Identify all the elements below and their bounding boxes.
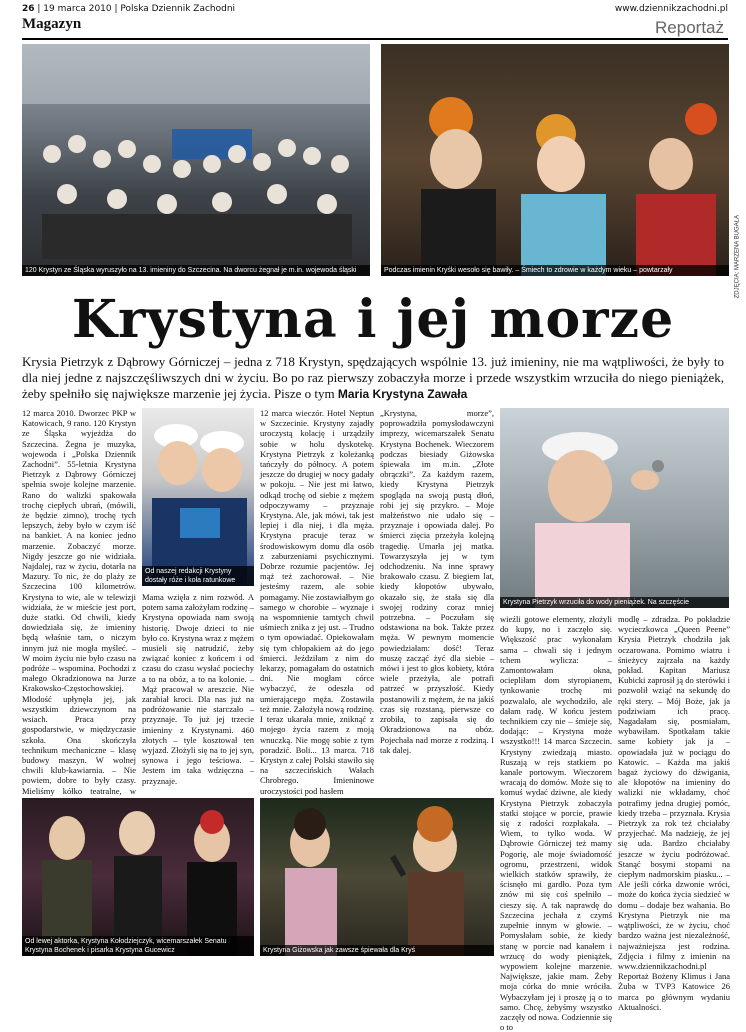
photo-top-left <box>22 44 370 276</box>
section-title: Magazyn <box>22 16 82 32</box>
caption-bottom-left: Od lewej aktorka, Krystyna Kołodziejczyk, wicemarszałek Senatu Krystyna Bochenek i pisarka Krystyna Gucewicz <box>22 936 254 956</box>
singer-illustration <box>260 798 494 956</box>
caption-top-right: Podczas imienin Kryśki wesoło się bawiły. – Śmiech to zdrowie w każdym wieku – powtarzały <box>381 265 729 276</box>
site-url[interactable]: www.dziennikzachodni.pl <box>614 4 728 14</box>
caption-mid-small: Od naszej redakcji Krystyny dostały róże i koła ratunkowe <box>142 566 254 586</box>
article-column-3: 12 marca wieczór. Hotel Neptun w Szczecinie. Krystyny zajadły uroczystą kolację i urządziły sobie w holu dyskotekę. Krystyna Pietrzyk z koleżanką tańczyły do północy. A potem jeszcze do drugiej w nocy gadały w pokoju. – Nie jest mi łatwo, odkąd trochę od siebie z mężem odpoczywamy – przyznaje Krystyna. Ale, jak mówi, tak jest lepiej i dla niej, i dla męża. Krystyna pracuje teraz w środowiskowym domu dla osób z zaburzeniami psychicznymi. Dobrze rozumie pacjentów. Jej mąż też zachorował. – Nie jesteśmy razem, ale sobie pomagamy. Nie zostawiałbym go samego w chorobie – wyznaje i na wspomnienie tamtych chwil uśmiech znika z jej ust. – Trudno o tym opowiadać. Opiekowałam się tym chłopakiem aż do jego śmierci. Jeździłam z nim do lekarzy, pomagałam do ostatnich dni. Nie mogłam córce wybaczyć, że odeszła od umierającego męża. Zostawiła też mnie. Założyła nową rodzinę. I teraz ukarała mnie, zniknąć z mojego życia razem z moją wnuczką. Nie mogę sobie z tym poradzić. Boli... 13 marca. 718 Krystyn z całej Polski stawiło się na szczecińskich Wałach Chrobrego. Imieninowe uroczystości pod hasłem <box>260 408 374 796</box>
article-column-2: Mama wzięła z nim rozwód. A potem sama założyłam rodzinę – Krystyna opowiada nam swoją historię. Dwoje dzieci to nie było co. Krystyna wraz z mężem musieli się natrudzić, żeby związać koniec z końcem i od czasu do czasu wysłać pociechy a to na obóz, a to na kolonie. – Mąż pracował w areszcie. Nie zarabiał kroci. Dla nas już na podróżowanie nie starczało – przyznaje. To już jej trzecie imieniny z Krystynami. 460 złotych – tyle kosztował ten wyjazd. Złożyli się na to jej syn, synowa i jego teściowa. – Jestem im taka wdzięczna – przyznaje. <box>142 592 254 786</box>
photo-mid-small <box>142 408 254 586</box>
lead-paragraph <box>22 354 724 402</box>
photo-bottom-left <box>22 798 254 956</box>
headline: Krystyna i jej morze <box>71 289 675 350</box>
author-name: Maria Krystyna Zawała <box>337 387 468 401</box>
article-column-6: modlę – zdradza. Po pokładzie wycieczkowca „Queen Peene” Krysia Pietrzyk chodziła jak oczarowana. Pomimo wiatru i śnieżycy zajrzała na każdy pokład. Kapitan Mariusz Kubicki zaprosił ją do sterówki i pozwolił wziąć na sekundę do ręki stery. – Mój Boże, jak ja podziwiam ich pracę. Nagadałam się, posmiałam, wybawiłam. Spotkałam takie same kobiety jak ja – opowiadała już w pociągu do Katowic. – Każda ma jakiś bagaż życiowy do dźwigania, ale kłopotów na imieniny do walizki nie wkładamy, choć potrafimy jedna drugiej pomóc, kiedy trzeba – przyznała. Krysia Pietrzyk za rok też chciałaby przyjechać. Ma nadzieję, że jej się uda. Bardzo chciałaby jeszcze w życiu podróżować. Stanąć bosymi stopami na ciepłym nadmorskim piasku... – Ale jeśli córka dzwonie wróci, może do końca życia siedzieć w domu – dodaje bez wahania. Bo Krystyna Pietrzyk nie ma wątpliwości, że w życiu, choć bardzo ważna jest niezależność, najważniejsza jest rodzina. Zdjęcia i filmy z imienin na www.dziennikzachodni.pl Reportaż Bożeny Klimus i Jana Żuba w TVP3 Katowice 26 marca po głównym wydaniu Aktualności. <box>618 614 730 1012</box>
page-header-line <box>22 4 728 17</box>
article-column-1: 12 marca 2010. Dworzec PKP w Katowicach, 9 rano. 120 Krystyn ze Śląska wyjeżdża do Szczecina. Żegna je muzyka, wojewoda i „Polska Dziennik Zachodni”. 55-letnia Krystyna Pietrzyk z Dąbrowy Górniczej spełnia swoje kolejne marzenie. Rano do walizki spakowała trochę ciepłych ubrań, (mówili, że będzie zimno), trochę tych lepszych, żeby było w czym iść na bankiet. A na koniec jedno marzenie. Zobaczyć morze. Nigdy jeszcze go nie widziała. Najdalej, raz w życiu, dotarła na Mazury. To nic, że do plaży ze Szczecina 100 kilometrów. Krystyna to wie, ale w telewizji widziała, że w mieście jest port, duże statki. Od chwili, kiedy dowiedziała się, że imieniny będą właśnie tam, o niczym innym już nie mogła myśleć. – W moim życiu nie było czasu na podróże – wspomina. Pochodzi z małego Okradzionowa na Jurze Krakowsko-Częstochowskiej. Młodość upłynęła jej, jak wszystkim dziewczynom na wsiach. Praca przy gospodarstwie, w międzyczasie szkoła. Ona skończyła technikum mechaniczne – klasę budowy maszyn. W wolnej chwili klub-kawiarnia. – Nie powiem, dobre to były czasy. Mieliśmy kółko teatralne, w <box>22 408 136 796</box>
article-column-4: „Krystyna, morze”, poprowadziła pomysłodawczyni imprezy, wicemarszałek Senatu Krystyna Bochenek. Wieczorem podczas biesiady Giżowska śpiewała im m.in. „Złote obrączki”. Za każdym razem, kiedy Krystyna Pietrzyk spogląda na swoją pustą dłoń, robi jej się przykro. – Moje małżeństwo nie udało się – przyznaje i opowiada dalej. Po śmierci zięcia przeżyła kolejną tragedię. Umarła jej matka. Towarzyszyła jej w tym odchodzeniu. Na inne sprawy brakowało czasu. Z biegiem lat, kiedy kłopotów ubywało, okazało się, że stała się dla swojej rodziny coraz mniej potrzebna. – Poczułam się odstawiona na bok. Także przez męża. W pewnym momencie powiedziałam: dość! Teraz muszę zacząć żyć dla siebie – mówi i jest to głos kobiety, która wiele przeżyła, ale potrafi patrzeć w przyszłość. Kiedy postanowili z mężem, że na jakiś czas się rozstaną, pierwsze co zrobiła, to zapisała się do Okradzionowa na obóz. Pojechała nad morze z rodziną. I tak dalej. <box>380 408 494 755</box>
woman-coin-illustration <box>500 408 729 608</box>
page-info: 26 | 19 marca 2010 | Polska Dziennik Zachodni <box>22 4 236 14</box>
photo-top-right <box>381 44 729 276</box>
article-column-5: wieźli gotowe elementy, złożyli do kupy, no i zaczęło się. Większość prac wykonałam sama – chwali się i jednym tchem wylicza: – Zamontowałam okna, ociepliłam dom styropianem, tynkowanie trochę mi pozwalało, ale wychodziło, ale dałam radę. W końcu jestem technikiem czy nie – śmieje się, dodając: – Krystyna może wszystko!!! 14 marca Szczecin. Krystyny zwiedzają miasto. Ruszają w rejs statkiem po kanale portowym. Wieczorem wracają do domów. Może się to komuś wydać dziwne, ale kiedy Krystyna Pietrzyk zobaczyła statki stojące w porcie, prawie się z radości rozpłakała. – Wiem, to tylko woda. W Dąbrowie Górniczej też mamy Pogorię, ale moje świadomość ogromu, przestrzeni, widok wielkich statków sprawiły, że ścisnęło mi gardło. Poza tym znów mi się coś spełniło – cieszy się. A tak naprawdę do Szczecina jechała z czymś zupełnie innym w głowie. – Pomysłałam sobie, że kiedy stanę w porcie nad kanałem i wrzucę do wody pieniążek, wypowiem kolejne marzenie. Największe, jakie mam. Żeby moja córka do mnie wróciła. Wybaczyłam jej i proszę ją o to samo. Chcę, żebyśmy wszystko zaczęły od nowa. Codziennie się o to <box>500 614 612 1032</box>
photo-credit: ZDJĘCIA: MARZENA BUGAŁA <box>734 215 740 299</box>
women-illustration <box>142 408 254 586</box>
caption-mid-right: Krystyna Pietrzyk wrzuciła do wody pieniążek. Na szczęście <box>500 597 729 608</box>
lead-text: Krysia Pietrzyk z Dąbrowy Górniczej – jedna z 718 Krystyn, spędzających wspólnie 13. już imieniny, nie ma wątpliwości, że były to dla niej jedne z najszczęśliwszych dni w życiu. Bo po raz pierwszy zobaczyła morze i przede wszystkim wrzuciła do niego pieniążek, żeby spełniło się największe marzenie jej życia. Pisze o tym <box>22 354 724 401</box>
header-rule <box>22 38 728 40</box>
party-illustration <box>381 44 729 276</box>
crowd-illustration <box>22 44 370 276</box>
category-label: Reportaż <box>655 18 724 37</box>
caption-bottom-mid: Krystyna Giżowska jak zawsze śpiewała dla Kryś <box>260 945 494 956</box>
photo-bottom-mid <box>260 798 494 956</box>
caption-top-left: 120 Krystyn ze Śląska wyruszyło na 13. imieniny do Szczecina. Na dworcu żegnał je m.in. wojewoda śląski <box>22 265 370 276</box>
photo-mid-right <box>500 408 729 608</box>
stage-illustration <box>22 798 254 956</box>
